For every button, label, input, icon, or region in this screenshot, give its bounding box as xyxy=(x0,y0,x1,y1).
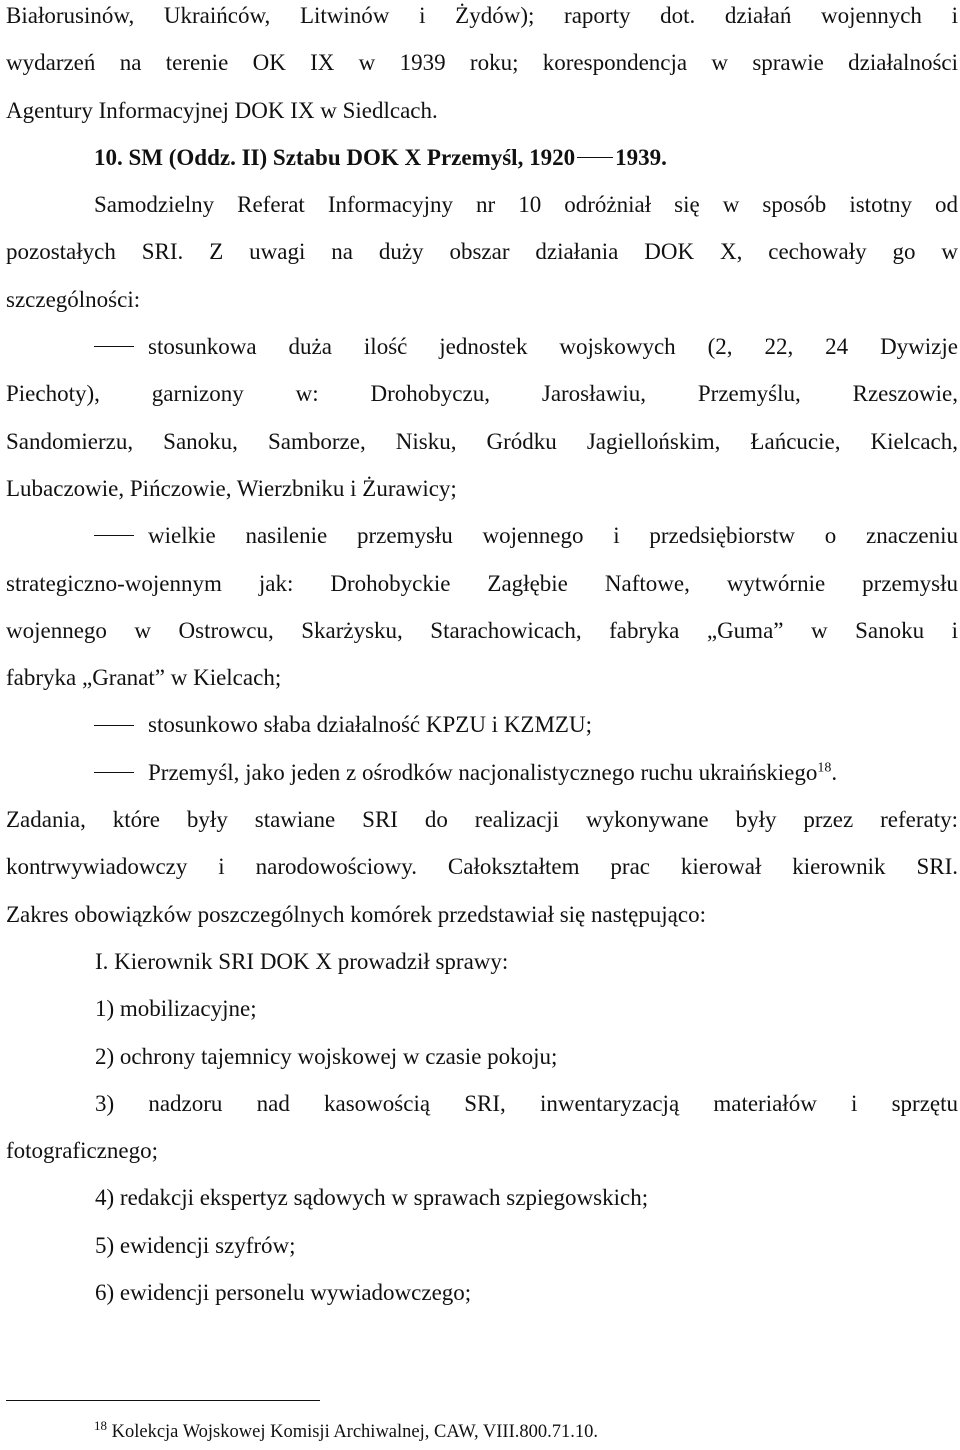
bullet-item xyxy=(6,512,958,559)
em-dash xyxy=(94,535,134,536)
document-page xyxy=(6,0,958,1316)
list-item: 1) mobilizacyjne; xyxy=(95,996,257,1022)
paragraph-line: strategiczno-wojennym jak: Drohobyckie Zagłębie Naftowe, wytwórnie przemysłu xyxy=(6,570,958,596)
bullet-item xyxy=(6,701,958,748)
bullet-text: stosunkowa duża ilość jednostek wojskowych (2, 22, 24 Dywizje xyxy=(148,334,958,360)
paragraph-line: fabryka „Granat” w Kielcach; xyxy=(6,665,282,691)
bullet-text: stosunkowo słaba działalność KPZU i KZMZU; xyxy=(148,712,592,738)
list-item: 5) ewidencji szyfrów; xyxy=(95,1232,296,1258)
footnote-marker: 18 xyxy=(817,760,832,776)
paragraph-line: Białorusinów, Ukraińców, Litwinów i Żydów); raporty dot. działań wojennych i xyxy=(6,3,958,28)
section-heading-year: 1939. xyxy=(615,144,667,170)
paragraph-line: wojennego w Ostrowcu, Skarżysku, Starachowicach, fabryka „Guma” w Sanoku i xyxy=(6,617,958,643)
bullet-item xyxy=(6,749,958,796)
em-dash xyxy=(577,157,613,158)
bullet-item xyxy=(6,323,958,370)
paragraph-line: pozostałych SRI. Z uwagi na duży obszar działania DOK X, cechowały go w xyxy=(6,239,958,265)
list-item: 6) ewidencji personelu wywiadowczego; xyxy=(95,1280,472,1306)
section-heading-text: 10. SM (Oddz. II) Sztabu DOK X Przemyśl, 1920 xyxy=(94,144,576,170)
footnote-number: 18 xyxy=(94,1417,107,1433)
paragraph-line: Lubaczowie, Pińczowie, Wierzbniku i Żurawicy; xyxy=(6,475,457,501)
section-heading xyxy=(6,134,958,181)
footnote xyxy=(94,1417,598,1443)
bullet-text: Przemyśl, jako jeden z ośrodków nacjonalistycznego ruchu ukraińskiego xyxy=(148,759,818,785)
em-dash xyxy=(94,772,134,773)
footnote-divider xyxy=(6,1400,320,1401)
bullet-end: . xyxy=(831,759,838,785)
em-dash xyxy=(94,725,134,726)
paragraph-line: kontrwywiadowczy i narodowościowy. Całokształtem prac kierował kierownik SRI. xyxy=(6,854,958,880)
paragraph-line: Sandomierzu, Sanoku, Samborze, Nisku, Gródku Jagiellońskim, Łańcucie, Kielcach, xyxy=(6,428,958,454)
paragraph-line: Zadania, które były stawiane SRI do realizacji wykonywane były przez referaty: xyxy=(6,807,958,833)
paragraph-line: Piechoty), garnizony w: Drohobyczu, Jarosławiu, Przemyślu, Rzeszowie, xyxy=(6,381,958,407)
paragraph-line: szczególności: xyxy=(6,286,141,312)
list-item: 4) redakcji ekspertyz sądowych w sprawach szpiegowskich; xyxy=(95,1185,649,1211)
footnote-text: Kolekcja Wojskowej Komisji Archiwalnej, CAW, VIII.800.71.10. xyxy=(111,1422,598,1442)
subsection-heading: I. Kierownik SRI DOK X prowadził sprawy: xyxy=(95,948,509,974)
bullet-text: wielkie nasilenie przemysłu wojennego i przedsiębiorstw o znaczeniu xyxy=(148,523,958,549)
paragraph-line: Zakres obowiązków poszczególnych komórek przedstawiał się następująco: xyxy=(6,901,706,927)
list-item: 2) ochrony tajemnicy wojskowej w czasie pokoju; xyxy=(95,1043,558,1069)
paragraph-line: Agentury Informacyjnej DOK IX w Siedlcach. xyxy=(6,97,438,123)
em-dash xyxy=(94,346,134,347)
paragraph-line: wydarzeń na terenie OK IX w 1939 roku; korespondencja w sprawie działalności xyxy=(6,50,958,76)
paragraph-line: Samodzielny Referat Informacyjny nr 10 odróżniał się w sposób istotny od xyxy=(94,192,958,218)
list-item: 3) nadzoru nad kasowością SRI, inwentaryzacją materiałów i sprzętu xyxy=(95,1090,958,1116)
list-item-continuation: fotograficznego; xyxy=(6,1138,158,1164)
